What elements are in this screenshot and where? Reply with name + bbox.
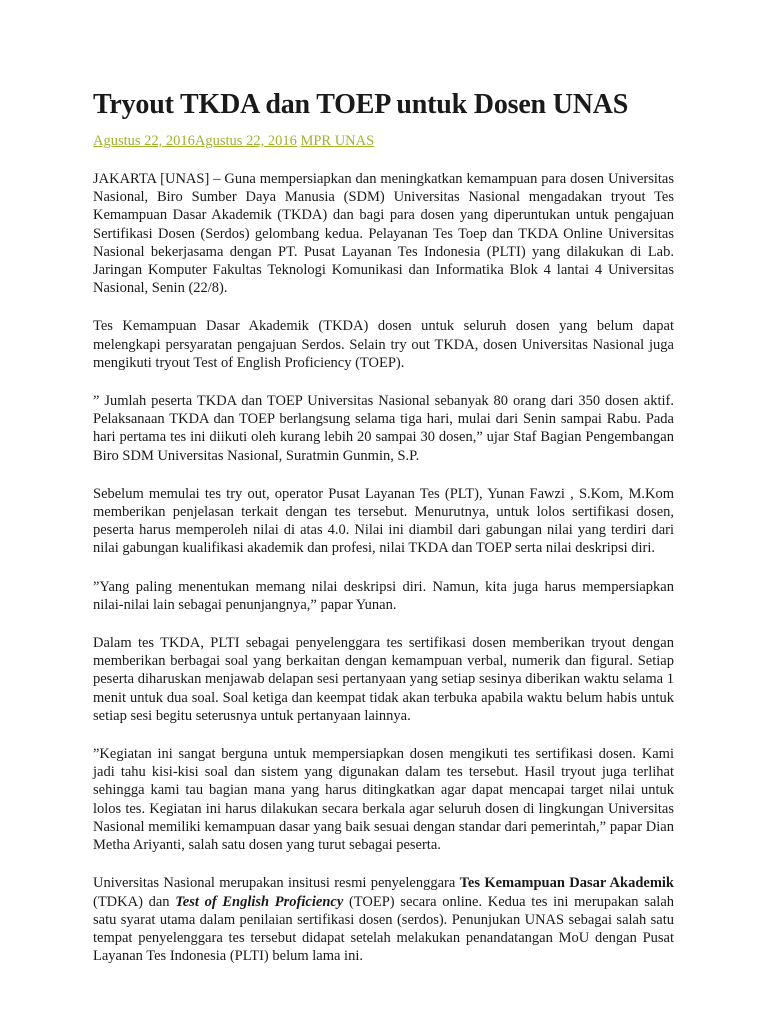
paragraph-1: JAKARTA [UNAS] – Guna mempersiapkan dan meningkatkan kemampuan para dosen Universitas Nasional, Biro Sumber Daya Manusia (SDM) Universitas Nasional mengadakan tryout Tes Kemampuan Dasar Akademik (TKDA) dan bagi para dosen yang diperuntukan untuk pengajuan Sertifikasi Dosen (Serdos) gelombang kedua. Pelayanan Tes Toep dan TKDA Online Universitas Nasional bekerjasama dengan PT. Pusat Layanan Tes Indonesia (PLTI) yang dilakukan di Lab. Jaringan Komputer Fakultas Teknologi Komunikasi dan Informatika Blok 4 lantai 4 Universitas Nasional, Senin (22/8). xyxy=(93,171,674,297)
paragraph-8-text-1: Universitas Nasional merupakan insitusi resmi penyelenggara xyxy=(93,875,460,892)
article xyxy=(93,88,674,985)
paragraph-3: ” Jumlah peserta TKDA dan TOEP Universitas Nasional sebanyak 80 orang dari 350 dosen aktif. Pelaksanaan TKDA dan TOEP berlangsung selama tiga hari, mulai dari Senin sampai Rabu. Pada hari pertama tes ini diikuti oleh kurang lebih 20 sampai 30 dosen,” ujar Staf Bagian Pengembangan Biro SDM Universitas Nasional, Suratmin Gunmin, S.P. xyxy=(93,393,674,464)
article-title: Tryout TKDA dan TOEP untuk Dosen UNAS xyxy=(93,89,629,120)
paragraph-2: Tes Kemampuan Dasar Akademik (TKDA) dosen untuk seluruh dosen yang belum dapat melengkapi persyaratan pengajuan Serdos. Selain try out TKDA, dosen Universitas Nasional juga mengikuti tryout Test of English Proficiency (TOEP). xyxy=(93,318,674,371)
paragraph-8-text-3: (TOEP) secara online. Kedua tes ini merupakan salah satu syarat utama dalam penilaian sertifikasi dosen (serdos). Penunjukan UNAS sebagai salah satu tempat penyelenggara tes tersebut didapat setelah melakukan penandatangan MoU dengan Pusat Layanan Tes Indonesia (PLTI) belum lama ini. xyxy=(93,893,675,965)
date-link[interactable]: Agustus 22, 2016Agustus 22, 2016 xyxy=(93,133,297,149)
author-link[interactable]: MPR UNAS xyxy=(300,133,375,149)
paragraph-8-text-2: (TDKA) dan xyxy=(93,893,176,910)
paragraph-7: ”Kegiatan ini sangat berguna untuk mempersiapkan dosen mengikuti tes sertifikasi dosen. Kami jadi tahu kisi-kisi soal dan sistem yang digunakan dalam tes tersebut. Hasil tryout juga terlihat sehingga kami tau bagian mana yang harus ditingkatkan agar dapat mencapai target nilai untuk lolos tes. Kegiatan ini harus dilakukan secara berkala agar seluruh dosen di lingkungan Universitas Nasional memiliki kemampuan dasar yang baik sesuai dengan standar dari pemerintah,” papar Dian Metha Ariyanti, salah satu dosen yang turut sebagai peserta. xyxy=(93,746,674,854)
tkda-name-bold: Tes Kemampuan Dasar Akademik xyxy=(459,875,674,892)
paragraph-6: Dalam tes TKDA, PLTI sebagai penyelenggara tes sertifikasi dosen memberikan tryout dengan memberikan berbagai soal yang berkaitan dengan kemampuan verbal, numerik dan figural. Setiap peserta diharuskan menjawab delapan sesi pertanyaan yang setiap sesinya diberikan waktu selama 1 menit untuk dua soal. Soal ketiga dan keempat tidak akan terbuka apabila waktu belum habis untuk setiap sesi begitu seterusnya untuk pertanyaan lainnya. xyxy=(93,635,674,724)
paragraph-4: Sebelum memulai tes try out, operator Pusat Layanan Tes (PLT), Yunan Fawzi , S.Kom, M.Kom memberikan penjelasan terkait dengan tes tersebut. Menurutnya, untuk lolos sertifikasi dosen, peserta harus memperoleh nilai di atas 4.0. Nilai ini diambil dari gabungan nilai yang terdiri dari nilai gabungan kualifikasi akademik dan profesi, nilai TKDA dan TOEP serta nilai deskripsi diri. xyxy=(93,485,674,557)
toep-name-bold-italic: Test of English Proficiency xyxy=(175,893,344,910)
article-meta xyxy=(93,132,674,150)
paragraph-8 xyxy=(93,874,674,965)
paragraph-5: ”Yang paling menentukan memang nilai deskripsi diri. Namun, kita juga harus mempersiapkan nilai-nilai lain sebagai penunjangnya,” papar Yunan. xyxy=(93,578,674,613)
